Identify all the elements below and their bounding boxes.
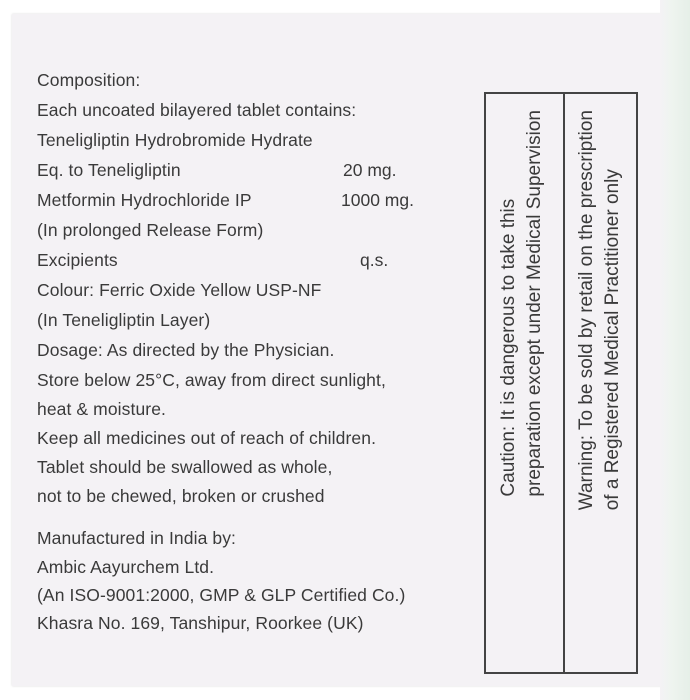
excipients-label: Excipients	[37, 250, 118, 270]
ingredient2-dose: 1000 mg.	[341, 190, 414, 210]
dosage-line: Dosage: As directed by the Physician.	[37, 340, 335, 360]
manufacturer-name: Ambic Aayurchem Ltd.	[37, 557, 215, 577]
manufacturer-label: Manufactured in India by:	[37, 528, 237, 548]
ingredient2-form: (In prolonged Release Form)	[37, 220, 264, 240]
ingredient1-eq: Eq. to Teneligliptin	[37, 160, 181, 180]
composition-heading: Composition:	[37, 70, 141, 90]
swallow-line1: Tablet should be swallowed as whole,	[37, 457, 333, 477]
ingredient2-name: Metformin Hydrochloride IP	[37, 190, 252, 210]
carton-edge	[660, 0, 690, 700]
colour-layer: (In Teneligliptin Layer)	[37, 310, 211, 330]
children-line: Keep all medicines out of reach of children.	[37, 428, 377, 448]
ingredient1-dose: 20 mg.	[343, 160, 397, 180]
manufacturer-address: Khasra No. 169, Tanshipur, Roorkee (UK)	[37, 613, 364, 633]
caution-line1: Caution: It is dangerous to take this	[498, 198, 519, 497]
swallow-line2: not to be chewed, broken or crushed	[37, 486, 325, 506]
panel-divider	[563, 94, 565, 672]
ingredient1-name: Teneligliptin Hydrobromide Hydrate	[37, 130, 313, 150]
caution-text	[496, 110, 548, 497]
warning-line1: Warning: To be sold by retail on the prescription	[576, 110, 597, 511]
composition-intro: Each uncoated bilayered tablet contains:	[37, 100, 357, 120]
storage-line1: Store below 25°C, away from direct sunlight,	[37, 370, 386, 390]
manufacturer-certification: (An ISO-9001:2000, GMP & GLP Certified Co.)	[37, 585, 406, 605]
storage-line2: heat & moisture.	[37, 399, 167, 419]
warning-panel	[484, 92, 638, 674]
caution-line2: preparation except under Medical Supervision	[524, 110, 545, 497]
warning-text	[574, 110, 626, 510]
warning-line2: of a Registered Medical Practitioner only	[602, 169, 623, 511]
colour-line: Colour: Ferric Oxide Yellow USP-NF	[37, 280, 322, 300]
excipients-value: q.s.	[360, 250, 389, 270]
